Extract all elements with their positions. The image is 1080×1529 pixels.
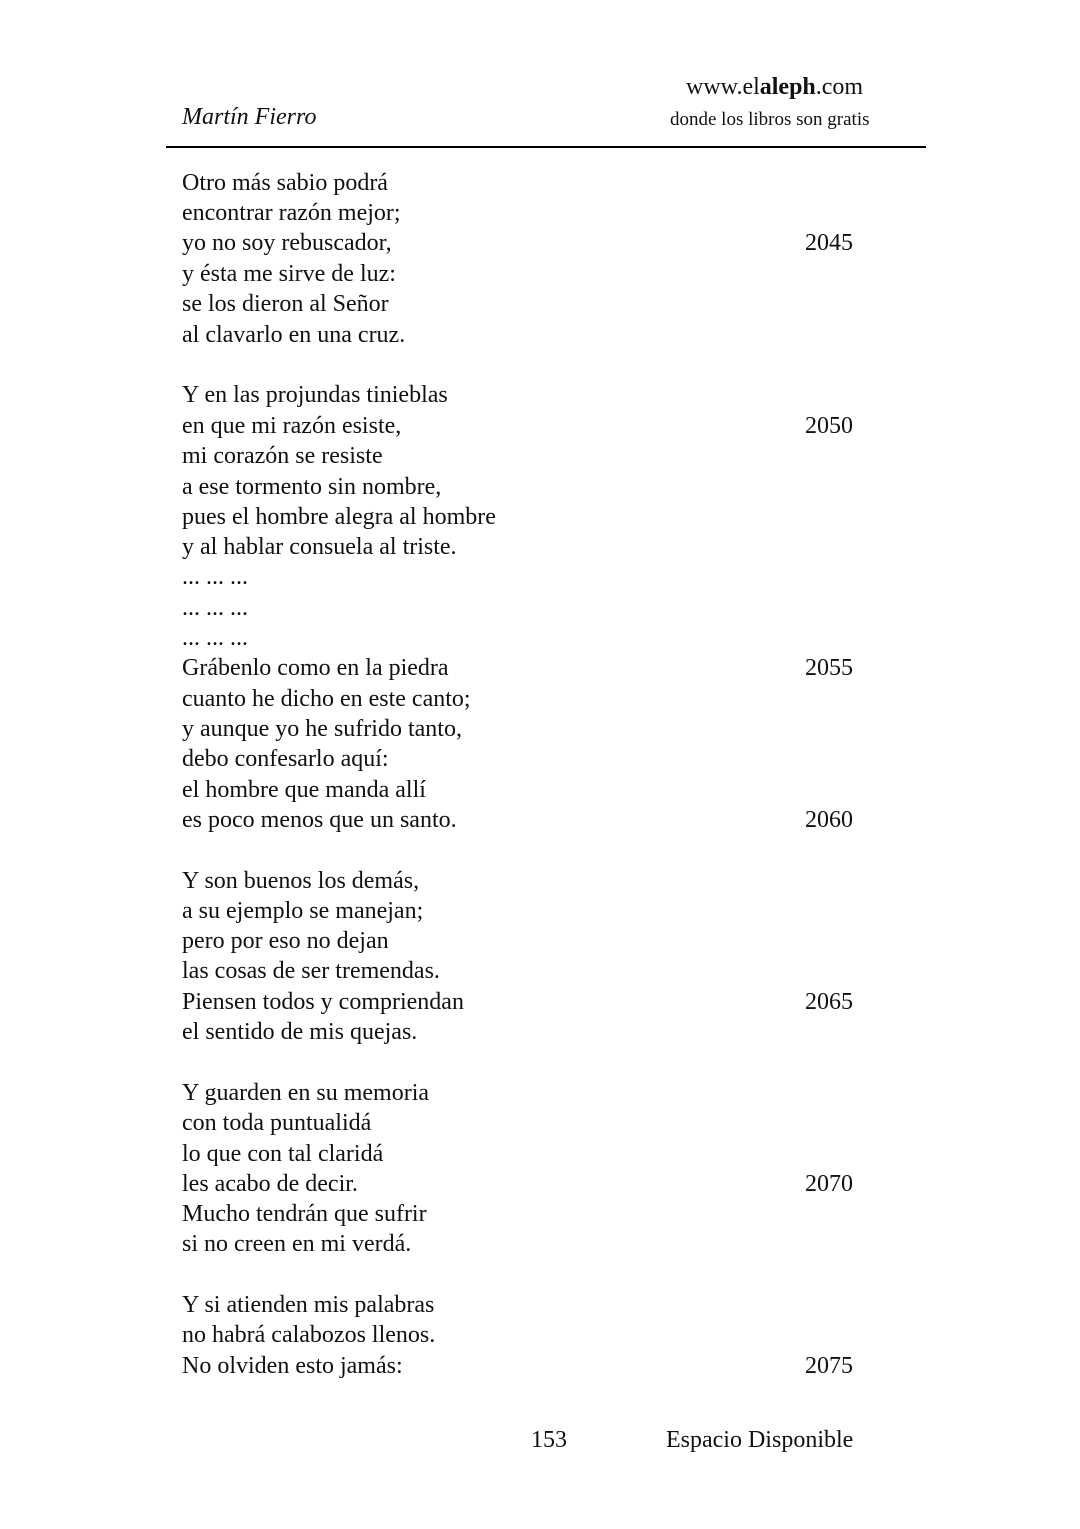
verse-line: si no creen en mi verdá.	[182, 1231, 412, 1257]
verse-line: las cosas de ser tremendas.	[182, 958, 440, 984]
verse-line: pues el hombre alegra al hombre	[182, 504, 496, 530]
verse-line: Y si atienden mis palabras	[182, 1292, 435, 1318]
verse-line-number: 2055	[805, 655, 853, 681]
verse-line: ... ... ...	[182, 625, 248, 651]
verse-line: les acabo de decir.	[182, 1171, 358, 1197]
verse-line: No olviden esto jamás:	[182, 1353, 403, 1379]
footer-note: Espacio Disponible	[666, 1427, 854, 1453]
verse-line: Grábenlo como en la piedra	[182, 655, 449, 681]
verse-line: en que mi razón esiste,	[182, 413, 402, 439]
page-number: 153	[531, 1427, 567, 1453]
verse-line: Piensen todos y compriendan	[182, 989, 464, 1015]
verse-line: y al hablar consuela al triste.	[182, 534, 457, 560]
verse-line: Y guarden en su memoria	[182, 1080, 430, 1106]
verse-line-number: 2050	[805, 413, 853, 439]
verse-line: es poco menos que un santo.	[182, 807, 457, 833]
header-divider	[166, 146, 926, 148]
verse-line: a ese tormento sin nombre,	[182, 474, 442, 500]
verse-line-number: 2060	[805, 807, 853, 833]
verse-line: no habrá calabozos llenos.	[182, 1322, 436, 1348]
site-tagline: donde los libros son gratis	[670, 109, 870, 130]
verse-line: debo confesarlo aquí:	[182, 746, 389, 772]
verse-line: yo no soy rebuscador,	[182, 230, 392, 256]
verse-line-number: 2070	[805, 1171, 853, 1197]
verse-line: encontrar razón mejor;	[182, 200, 401, 226]
verse-line: Y son buenos los demás,	[182, 868, 420, 894]
verse-line: cuanto he dicho en este canto;	[182, 686, 471, 712]
verse-line: con toda puntualidá	[182, 1110, 372, 1136]
verse-line-number: 2065	[805, 989, 853, 1015]
verse-line: se los dieron al Señor	[182, 291, 389, 317]
verse-line-number: 2075	[805, 1353, 853, 1379]
verse-line: y aunque yo he sufrido tanto,	[182, 716, 462, 742]
verse-line: Y en las projundas tinieblas	[182, 382, 448, 408]
verse-line: mi corazón se resiste	[182, 443, 383, 469]
verse-line: el hombre que manda allí	[182, 777, 426, 803]
site-url-brand: aleph	[759, 74, 816, 100]
verse-line: lo que con tal claridá	[182, 1141, 384, 1167]
verse-line: al clavarlo en una cruz.	[182, 322, 406, 348]
verse-line: ... ... ...	[182, 564, 248, 590]
site-url[interactable]	[686, 74, 863, 101]
verse-line: a su ejemplo se manejan;	[182, 898, 424, 924]
verse-line: y ésta me sirve de luz:	[182, 261, 396, 287]
verse-line: pero por eso no dejan	[182, 928, 389, 954]
verse-line: Mucho tendrán que sufrir	[182, 1201, 427, 1227]
site-url-suffix: .com	[815, 74, 864, 100]
book-title: Martín Fierro	[182, 104, 317, 130]
site-url-prefix: www.el	[686, 74, 760, 100]
verse-line: el sentido de mis quejas.	[182, 1019, 418, 1045]
verse-line-number: 2045	[805, 230, 853, 256]
verse-line: Otro más sabio podrá	[182, 170, 388, 196]
verse-line: ... ... ...	[182, 595, 248, 621]
